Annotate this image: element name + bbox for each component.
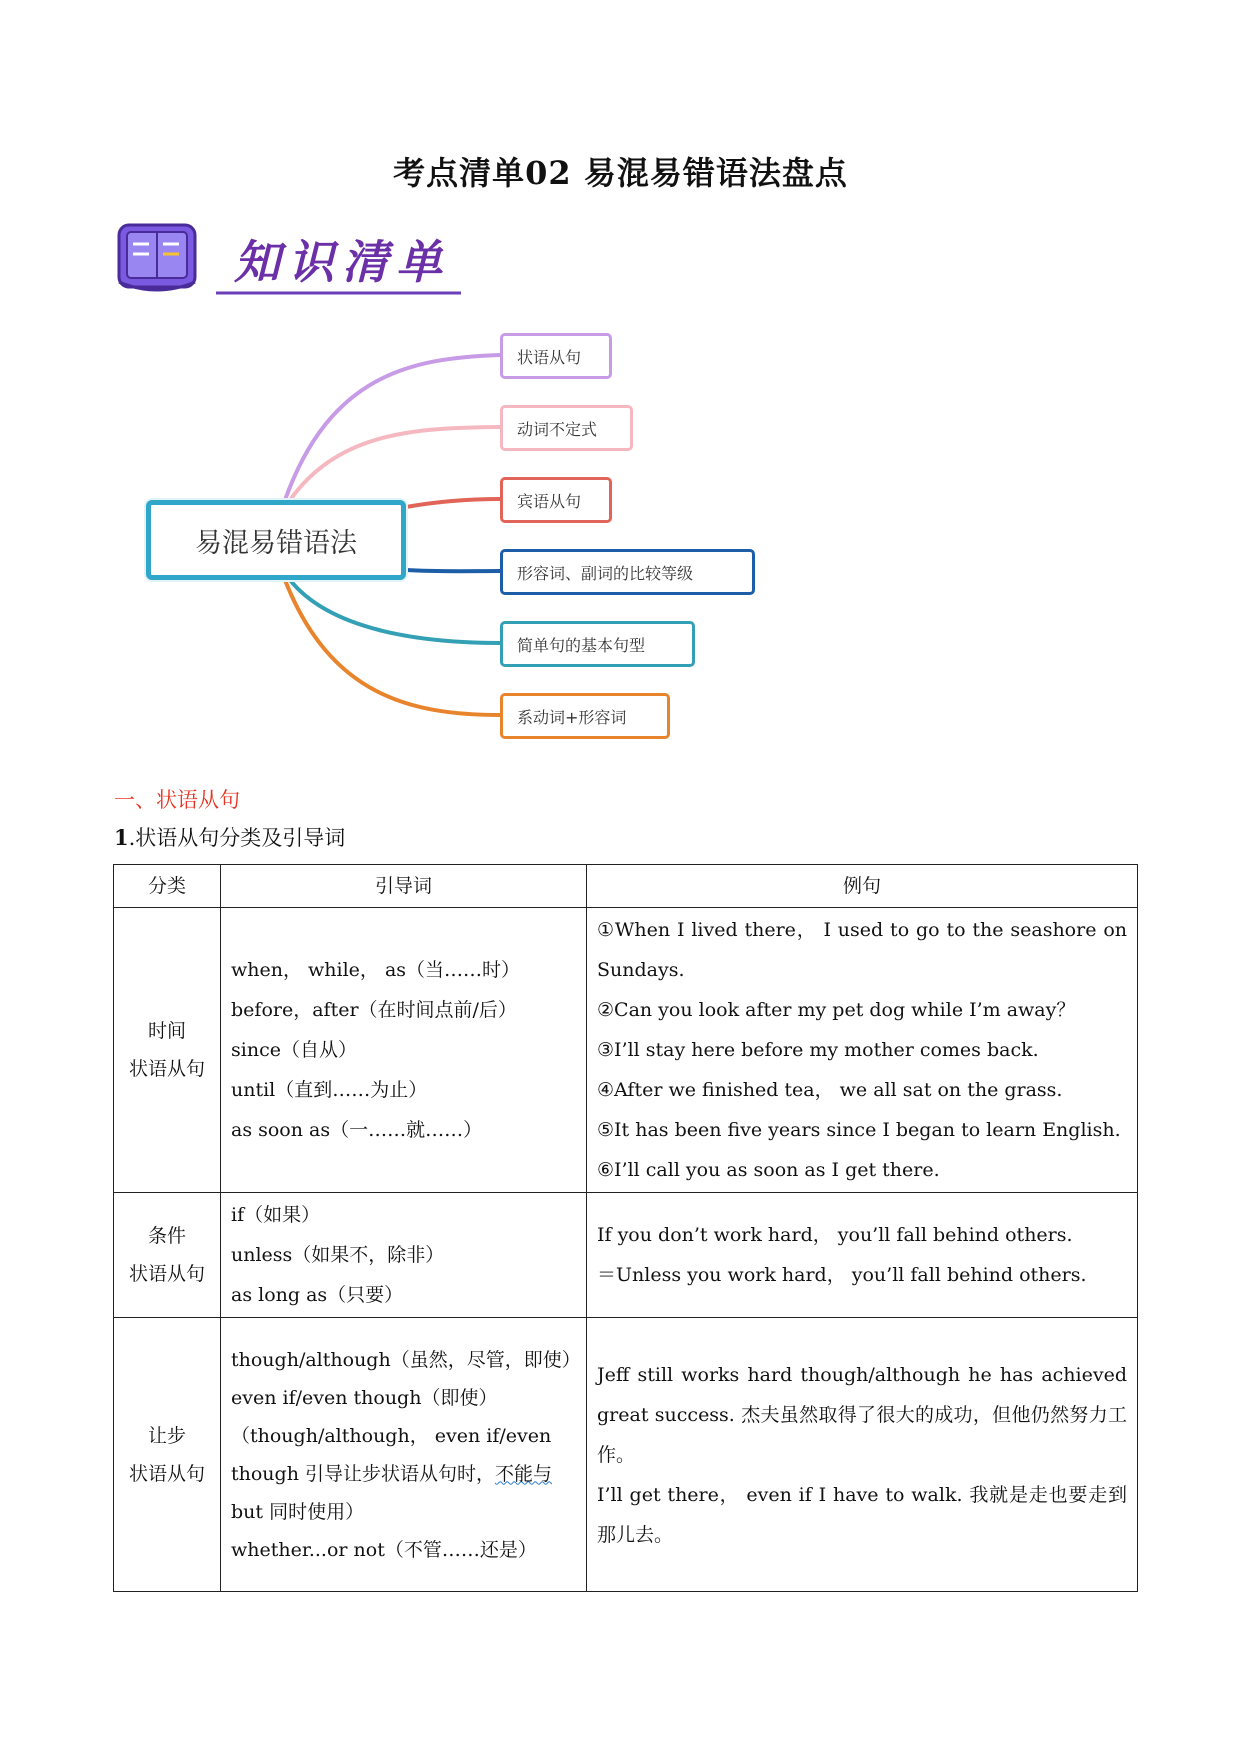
mind-map-branch-object-clause: 宾语从句 <box>500 477 612 523</box>
mind-map-root: 易混易错语法 <box>146 500 406 580</box>
column-header-category: 分类 <box>114 865 221 908</box>
column-header-conjunctions: 引导词 <box>221 865 587 908</box>
table-header-row <box>114 865 1138 908</box>
examples-cell: If you don’t work hard， you’ll fall behind others. ＝Unless you work hard， you’ll fall behind others. <box>587 1193 1138 1318</box>
examples-cell: Jeff still works hard though/although he has achieved great success. 杰夫虽然取得了很大的成功，但他仍然努力工作。 I’ll get there， even if I have to walk. 我就是走也要走到那儿去。 <box>587 1318 1138 1592</box>
page-title: 考点清单02 易混易错语法盘点 <box>393 154 848 192</box>
sub-heading-number: 1 <box>114 825 129 850</box>
mind-map-branch-infinitive: 动词不定式 <box>500 405 633 451</box>
sub-heading <box>114 822 345 852</box>
section-heading: 一、状语从句 <box>114 788 240 812</box>
category-cell: 条件 状语从句 <box>114 1193 221 1318</box>
mind-map-branch-sentence-patterns: 简单句的基本句型 <box>500 621 695 667</box>
category-cell: 时间 状语从句 <box>114 908 221 1193</box>
banner-title: 知识清单 <box>234 235 450 289</box>
conjunctions-cell: if（如果） unless（如果不，除非） as long as（只要） <box>221 1193 587 1318</box>
mind-map-branch-linking-verb: 系动词+形容词 <box>500 693 670 739</box>
table-row-concession <box>114 1318 1138 1592</box>
category-cell: 让步 状语从句 <box>114 1318 221 1592</box>
knowledge-list-banner <box>116 222 466 302</box>
sub-heading-title: .状语从句分类及引导词 <box>128 826 346 850</box>
table-row-condition <box>114 1193 1138 1318</box>
adverbial-clause-table <box>113 864 1138 1592</box>
conjunctions-cell: when， while， as（当……时） before，after（在时间点前/后） since（自从） until（直到……为止） as soon as（一……就……） <box>221 908 587 1193</box>
column-header-examples: 例句 <box>587 865 1138 908</box>
conjunctions-cell: though/although（虽然，尽管，即使） even if/even though（即使） （though/although， even if/even though 引导让步状语从句时，不能与 but 同时使用） whether...or not（不管……还是） <box>221 1318 587 1592</box>
table-row-time <box>114 908 1138 1193</box>
mind-map <box>140 325 780 755</box>
mind-map-branch-comparison: 形容词、副词的比较等级 <box>500 549 755 595</box>
examples-cell: ①When I lived there， I used to go to the seashore on Sundays. ②Can you look after my pet dog while I’m away？ ③I’ll stay here before my mother comes back. ④After we finished tea， we all sat on the grass. ⑤It has been five years since I began to learn English. ⑥I’ll call you as soon as I get there. <box>587 908 1138 1193</box>
mind-map-branch-adverbial-clause: 状语从句 <box>500 333 612 379</box>
